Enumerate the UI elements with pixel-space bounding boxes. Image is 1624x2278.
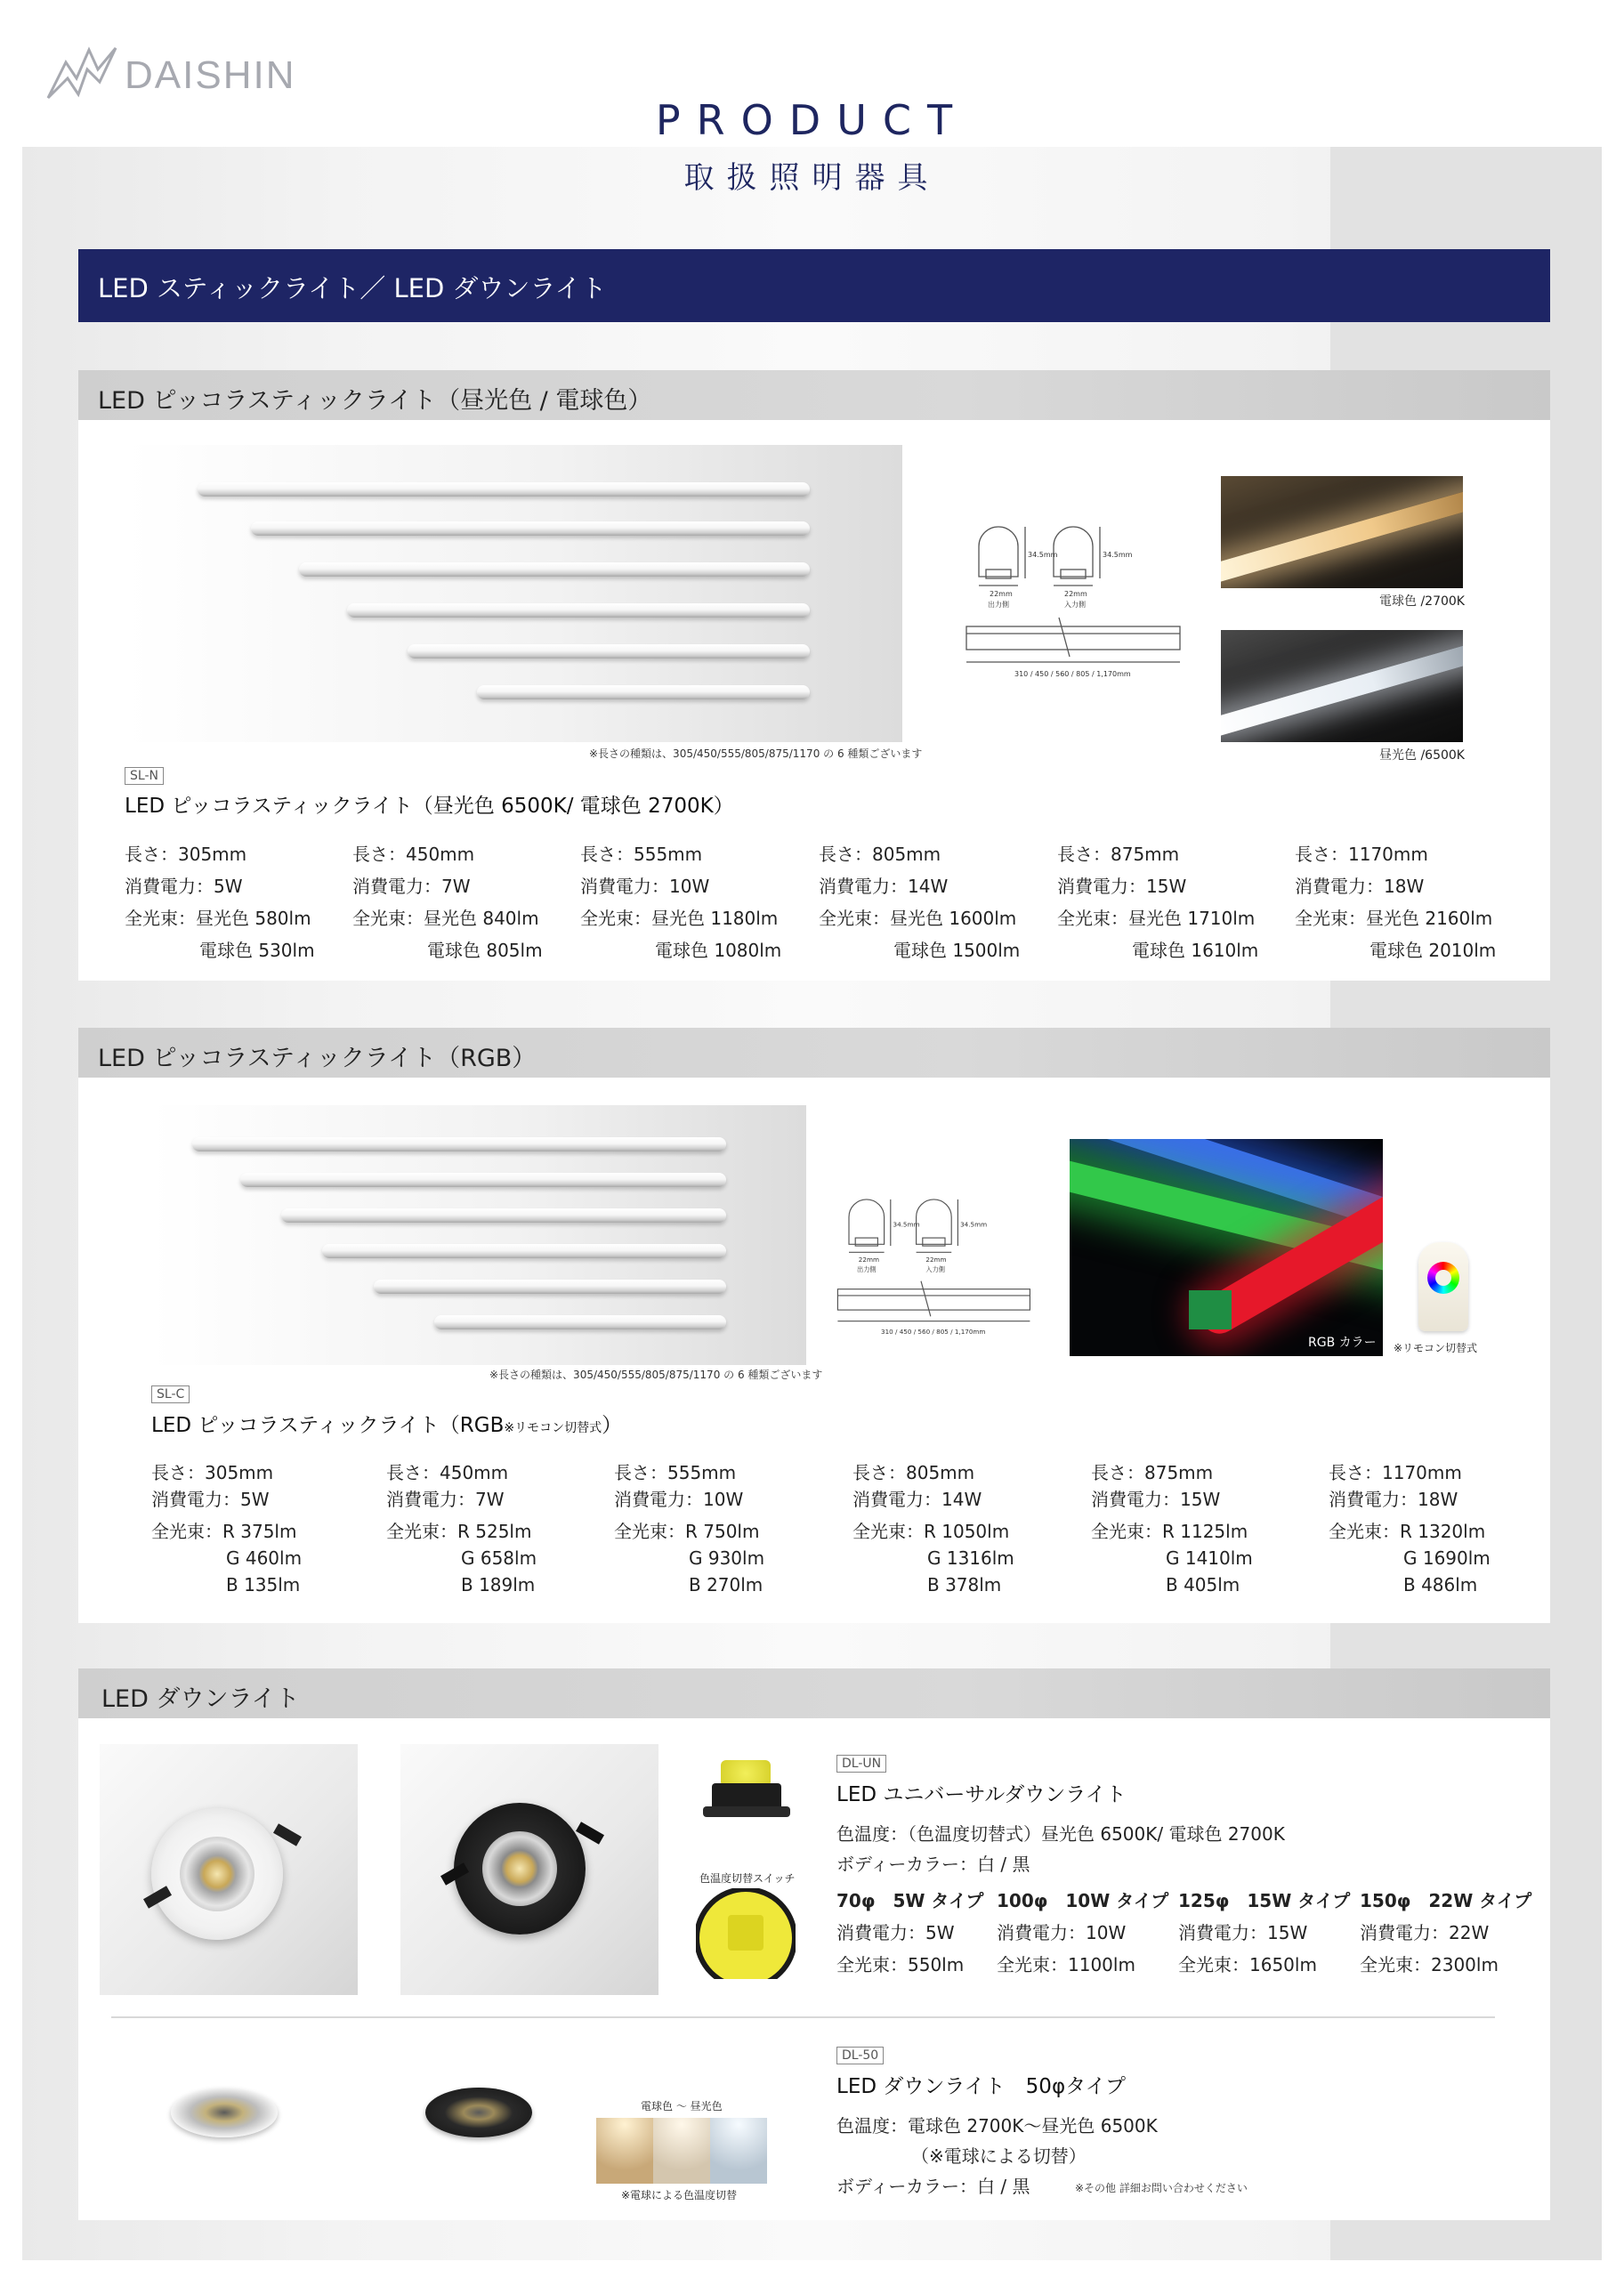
svg-text:22mm: 22mm bbox=[858, 1256, 879, 1264]
swatch-note: ※電球による色温度切替 bbox=[621, 2189, 738, 2201]
svg-text:310 / 450 / 560 / 805 / 1,170m: 310 / 450 / 560 / 805 / 1,170mm bbox=[1014, 670, 1131, 678]
section-heading-text: LED ダウンライト bbox=[101, 1685, 300, 1713]
model-tag: DL-50 bbox=[836, 2047, 884, 2064]
svg-text:34.5mm: 34.5mm bbox=[960, 1220, 988, 1229]
spec-column: 長さ：555mm 消費電力：10W 全光束：R 750lm G 930lm B 270lm bbox=[614, 1462, 765, 1595]
svg-text:入力側: 入力側 bbox=[1064, 601, 1086, 609]
swatch-title: 電球色 〜 昼光色 bbox=[641, 2100, 723, 2112]
section-heading-rgb-stick bbox=[78, 1028, 1550, 1078]
warm-light-photo bbox=[1221, 476, 1463, 588]
svg-text:310 / 450 / 560 / 805 / 1,170m: 310 / 450 / 560 / 805 / 1,170mm bbox=[881, 1328, 986, 1337]
model-tag: SL-C bbox=[151, 1385, 190, 1403]
daylight-caption: 昼光色 /6500K bbox=[1379, 748, 1465, 763]
section-heading-text: LED ピッコラスティックライト（昼光色 / 電球色） bbox=[98, 387, 652, 415]
body-color: ボディーカラー：白 / 黒 bbox=[836, 2176, 1030, 2197]
spec-column: 長さ：450mm 消費電力：7W 全光束：R 525lm G 658lm B 189lm bbox=[386, 1462, 537, 1595]
daylight-photo bbox=[1221, 630, 1463, 742]
svg-text:22mm: 22mm bbox=[925, 1256, 947, 1264]
product-name: LED ユニバーサルダウンライト bbox=[836, 1783, 1127, 1806]
color-temp-note: （※電球による切替） bbox=[911, 2145, 1087, 2167]
product-name: LED ダウンライト 50φタイプ bbox=[836, 2075, 1126, 2098]
dimension-diagram bbox=[833, 1192, 1041, 1349]
spec-column: 長さ：305mm 消費電力：5W 全光束：昼光色 580lm 電球色 530lm bbox=[125, 844, 315, 961]
tube-lengths-photo bbox=[151, 1105, 806, 1365]
spec-column: 長さ：1170mm 消費電力：18W 全光束：R 1320lm G 1690lm B 486lm bbox=[1329, 1462, 1491, 1595]
spec-column: 長さ：555mm 消費電力：10W 全光束：昼光色 1180lm 電球色 1080lm bbox=[580, 844, 782, 961]
warm-light-caption: 電球色 /2700K bbox=[1379, 594, 1465, 609]
spec-column: 長さ：875mm 消費電力：15W 全光束：昼光色 1710lm 電球色 1610lm bbox=[1057, 844, 1259, 961]
page-subtitle: 取扱照明器具 bbox=[683, 160, 941, 196]
svg-text:22mm: 22mm bbox=[1064, 590, 1087, 598]
spec-column: 長さ：875mm 消費電力：15W 全光束：R 1125lm G 1410lm B 405lm bbox=[1091, 1462, 1253, 1595]
model-tag: SL-N bbox=[125, 767, 164, 785]
svg-text:34.5mm: 34.5mm bbox=[1103, 551, 1133, 559]
white-dl50-photo bbox=[171, 2088, 278, 2137]
black-downlight-photo bbox=[400, 1744, 658, 1995]
svg-text:34.5mm: 34.5mm bbox=[1028, 551, 1058, 559]
spec-column: 長さ：805mm 消費電力：14W 全光束：昼光色 1600lm 電球色 1500lm bbox=[819, 844, 1021, 961]
spec-column: 長さ：1170mm 消費電力：18W 全光束：昼光色 2160lm 電球色 2010lm bbox=[1295, 844, 1497, 961]
spec-column: 長さ：305mm 消費電力：5W 全光束：R 375lm G 460lm B 135lm bbox=[151, 1462, 303, 1595]
model-tag: DL-UN bbox=[836, 1755, 886, 1773]
white-downlight-photo bbox=[100, 1744, 358, 1995]
color-temp: 色温度：（色温度切替式）昼光色 6500K/ 電球色 2700K bbox=[836, 1823, 1285, 1845]
body-color: ボディーカラー：白 / 黒 bbox=[836, 1854, 1030, 1875]
svg-text:出力側: 出力側 bbox=[857, 1264, 877, 1273]
rgb-caption: RGB カラー bbox=[1308, 1336, 1377, 1350]
type-column: 150φ 22W タイプ 消費電力：22W 全光束：2300lm bbox=[1360, 1890, 1532, 1975]
length-note: ※長さの種類は、305/450/555/805/875/1170 の 6 種類ございます bbox=[589, 747, 923, 760]
svg-text:34.5mm: 34.5mm bbox=[893, 1220, 920, 1229]
spec-column: 長さ：805mm 消費電力：14W 全光束：R 1050lm G 1316lm B 378lm bbox=[852, 1462, 1014, 1595]
switch-caption: 色温度切替スイッチ bbox=[699, 1872, 796, 1885]
remote-control-photo bbox=[1418, 1242, 1468, 1331]
type-column: 70φ 5W タイプ 消費電力：5W 全光束：550lm bbox=[836, 1890, 984, 1975]
remote-caption: ※リモコン切替式 bbox=[1394, 1342, 1478, 1354]
length-note: ※長さの種類は、305/450/555/805/875/1170 の 6 種類ございます bbox=[489, 1369, 823, 1381]
svg-text:22mm: 22mm bbox=[990, 590, 1013, 598]
page-title: PRODUCT bbox=[655, 96, 969, 144]
divider bbox=[111, 2016, 1495, 2018]
type-column: 125φ 15W タイプ 消費電力：15W 全光束：1650lm bbox=[1178, 1890, 1351, 1975]
inquiry-note: ※その他 詳細お問い合わせください bbox=[1075, 2182, 1248, 2194]
rgb-light-photo bbox=[1070, 1139, 1383, 1356]
dimension-diagram bbox=[961, 521, 1192, 691]
section-heading-stick-light bbox=[78, 370, 1550, 420]
svg-text:入力側: 入力側 bbox=[925, 1264, 945, 1273]
switch-photo bbox=[696, 1888, 796, 1979]
category-band bbox=[78, 249, 1550, 322]
section-heading-text: LED ピッコラスティックライト（RGB） bbox=[98, 1045, 537, 1072]
product-name: LED ピッコラスティックライト（昼光色 6500K/ 電球色 2700K） bbox=[125, 795, 734, 818]
product-name: LED ピッコラスティックライト（RGB※リモコン切替式） bbox=[151, 1414, 623, 1437]
tube-lengths-photo bbox=[126, 445, 902, 742]
svg-text:出力側: 出力側 bbox=[988, 601, 1009, 609]
black-dl50-photo bbox=[425, 2088, 532, 2137]
category-title: LED スティックライト／ LED ダウンライト bbox=[98, 273, 607, 303]
type-column: 100φ 10W タイプ 消費電力：10W 全光束：1100lm bbox=[997, 1890, 1169, 1975]
section-heading-downlight bbox=[78, 1668, 1550, 1718]
logo-text: DAISHIN bbox=[125, 53, 296, 97]
downlight-side-photo bbox=[703, 1760, 790, 1828]
color-temp-swatches bbox=[596, 2118, 767, 2184]
spec-column: 長さ：450mm 消費電力：7W 全光束：昼光色 840lm 電球色 805lm bbox=[352, 844, 543, 961]
color-temp: 色温度：電球色 2700K〜昼光色 6500K bbox=[836, 2115, 1158, 2137]
